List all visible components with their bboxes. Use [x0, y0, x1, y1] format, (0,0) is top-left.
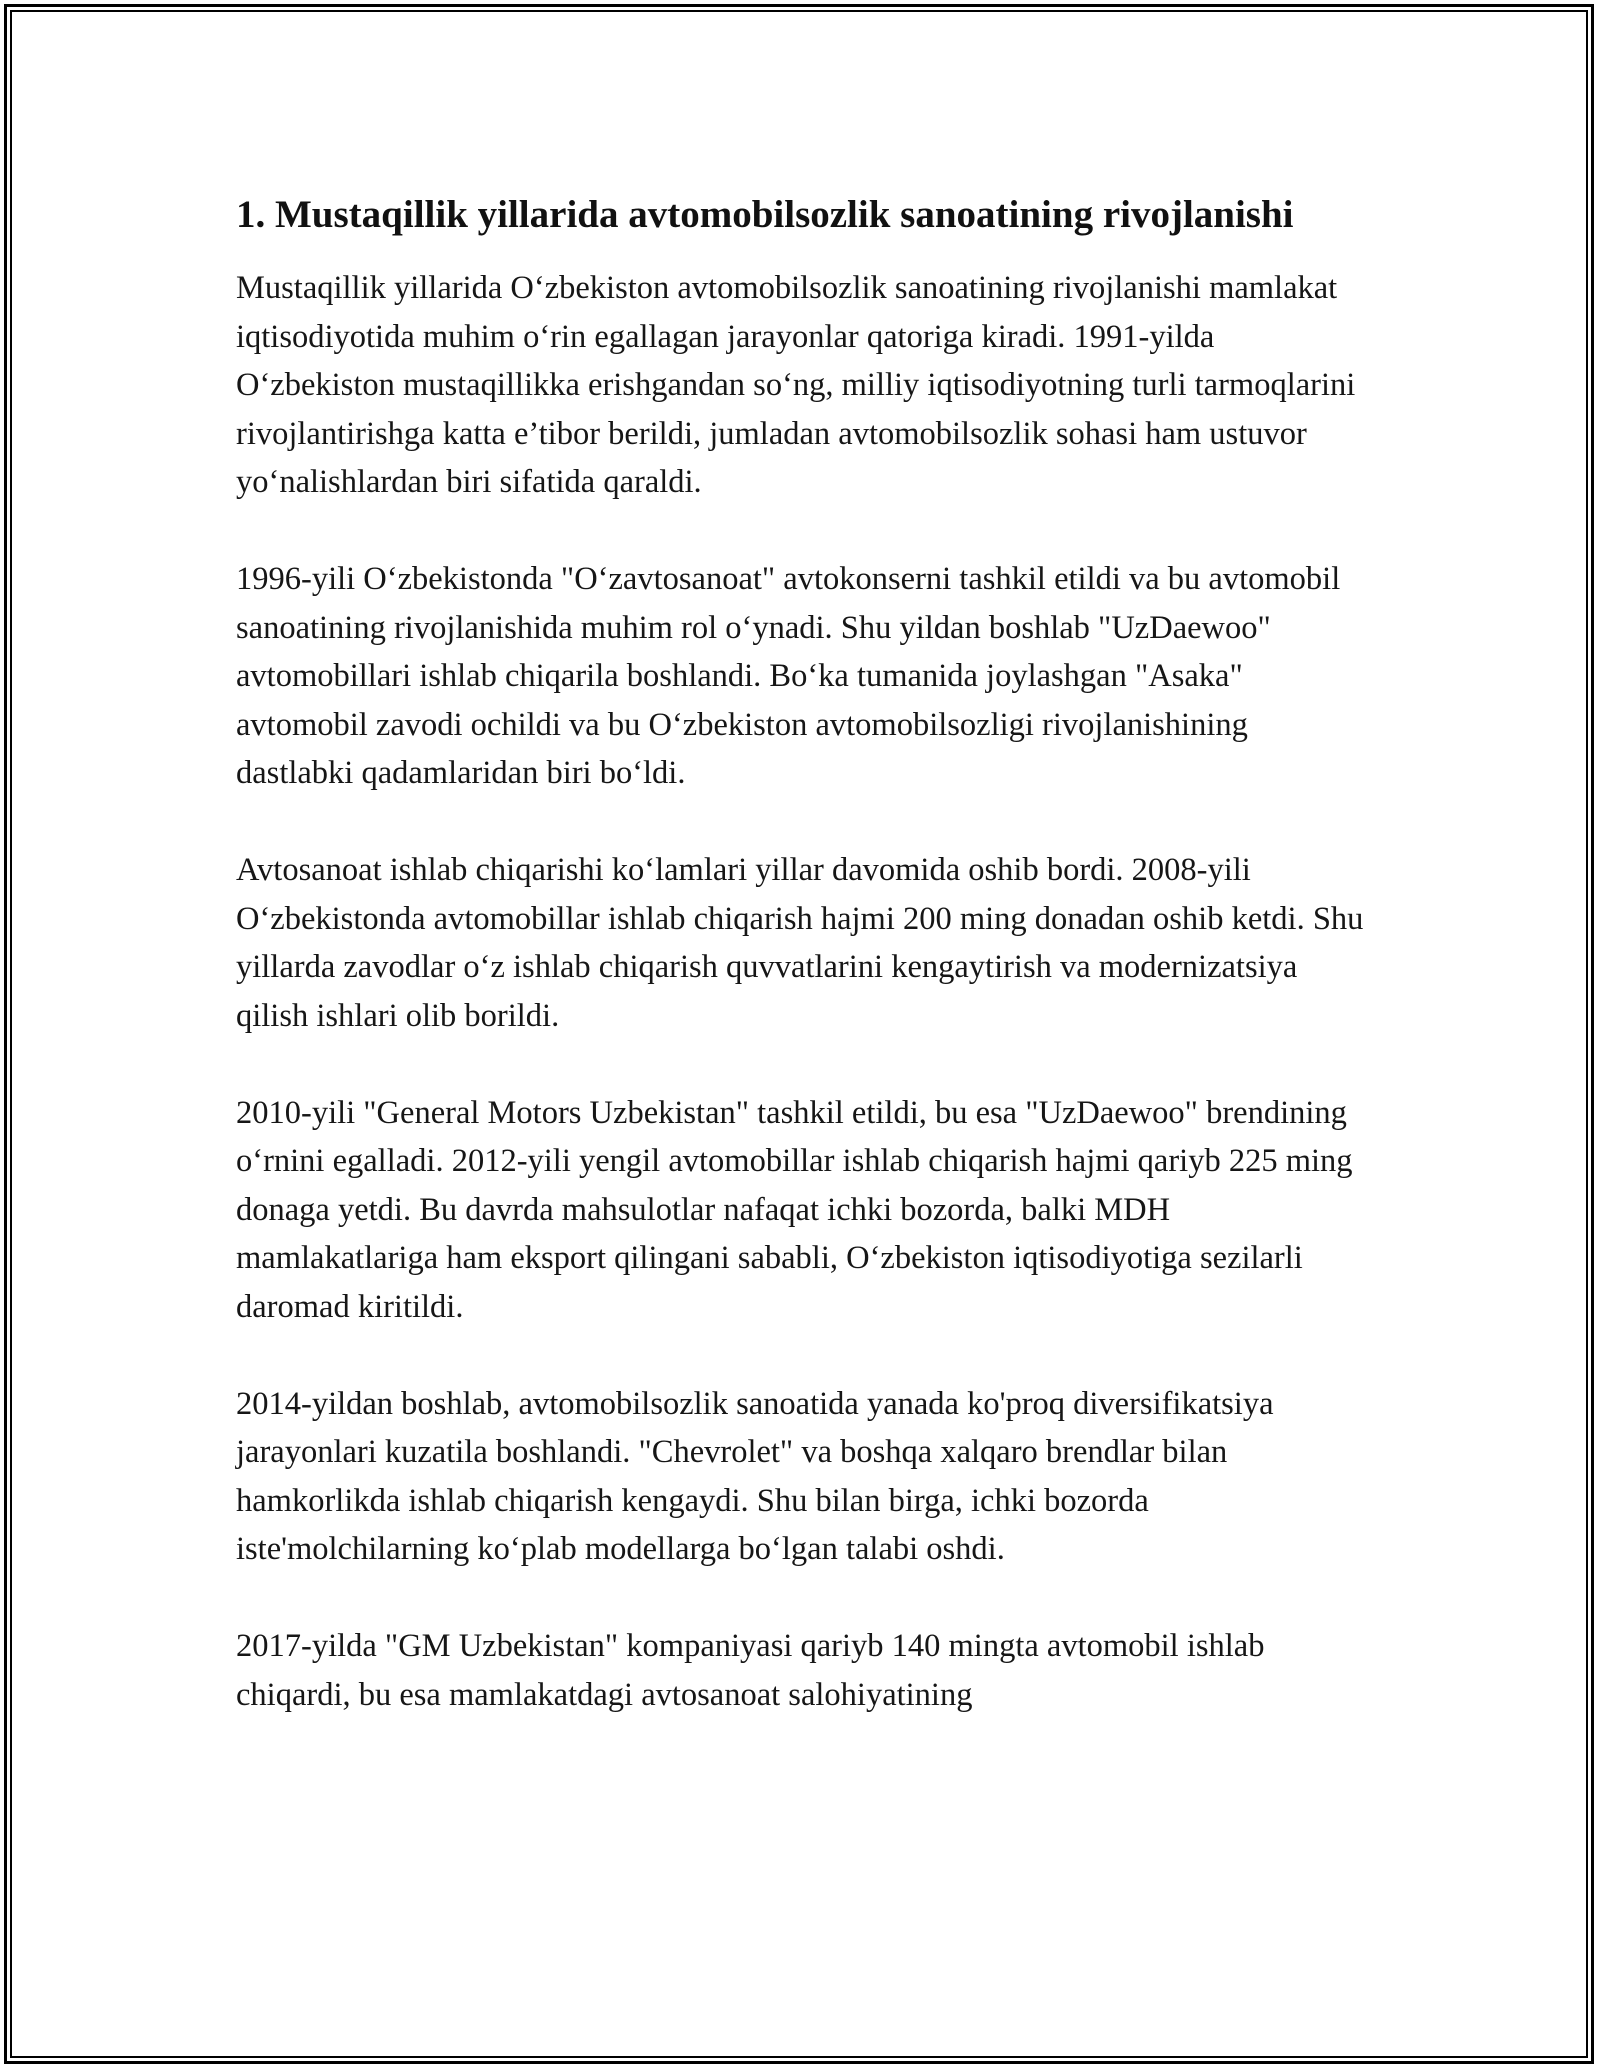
paragraph-5: 2014-yildan boshlab, avtomobilsozlik sanoatida yanada ko'proq diversifikatsiya jarayonlari kuzatila boshlandi. "Chevrolet" va boshqa xalqaro brendlar bilan hamkorlikda ishlab chiqarish kengaydi. Shu bilan birga, ichki bozorda iste'molchilarning ko‘plab modellarga bo‘lgan talabi oshdi.: [236, 1385, 1274, 1567]
paragraph-4: 2010-yili "General Motors Uzbekistan" tashkil etildi, bu esa "UzDaewoo" brendining o‘rnini egalladi. 2012-yili yengil avtomobillar ishlab chiqarish hajmi qariyb 225 ming donaga yetdi. Bu davrda mahsulotlar nafaqat ichki bozorda, balki MDH mamlakatlariga ham eksport qilingani sababli, O‘zbekiston iqtisodiyotiga sezilarli daromad kiritildi.: [236, 1094, 1353, 1325]
paragraph-3: Avtosanoat ishlab chiqarishi ko‘lamlari yillar davomida oshib bordi. 2008-yili O‘zbekistonda avtomobillar ishlab chiqarish hajmi 200 ming donadan oshib ketdi. Shu yillarda zavodlar o‘z ishlab chiqarish quvvatlarini kengaytirish va modernizatsiya qilish ishlari olib borildi.: [236, 852, 1364, 1034]
section-heading: 1. Mustaqillik yillarida avtomobilsozlik sanoatining rivojlanishi: [236, 193, 1294, 236]
paragraph-1: Mustaqillik yillarida O‘zbekiston avtomobilsozlik sanoatining rivojlanishi mamlakat iqtisodiyotida muhim o‘rin egallagan jarayonlar qatoriga kiradi. 1991-yilda O‘zbekiston mustaqillikka erishgandan so‘ng, milliy iqtisodiyotning turli tarmoqlarini rivojlantirishga katta e’tibor berildi, jumladan avtomobilsozlik sohasi ham ustuvor yo‘nalishlardan biri sifatida qaraldi.: [236, 270, 1356, 500]
paragraph-6: 2017-yilda "GM Uzbekistan" kompaniyasi qariyb 140 mingta avtomobil ishlab chiqardi, bu esa mamlakatdagi avtosanoat salohiyatining: [236, 1628, 1265, 1713]
document-body: [236, 188, 1366, 1768]
paragraph-2: 1996-yili O‘zbekistonda "O‘zavtosanoat" avtokonserni tashkil etildi va bu avtomobil sanoatining rivojlanishida muhim rol o‘ynadi. Shu yildan boshlab "UzDaewoo" avtomobillari ishlab chiqarila boshlandi. Bo‘ka tumanida joylashgan "Asaka" avtomobil zavodi ochildi va bu O‘zbekiston avtomobilsozligi rivojlanishining dastlabki qadamlaridan biri bo‘ldi.: [236, 561, 1341, 791]
